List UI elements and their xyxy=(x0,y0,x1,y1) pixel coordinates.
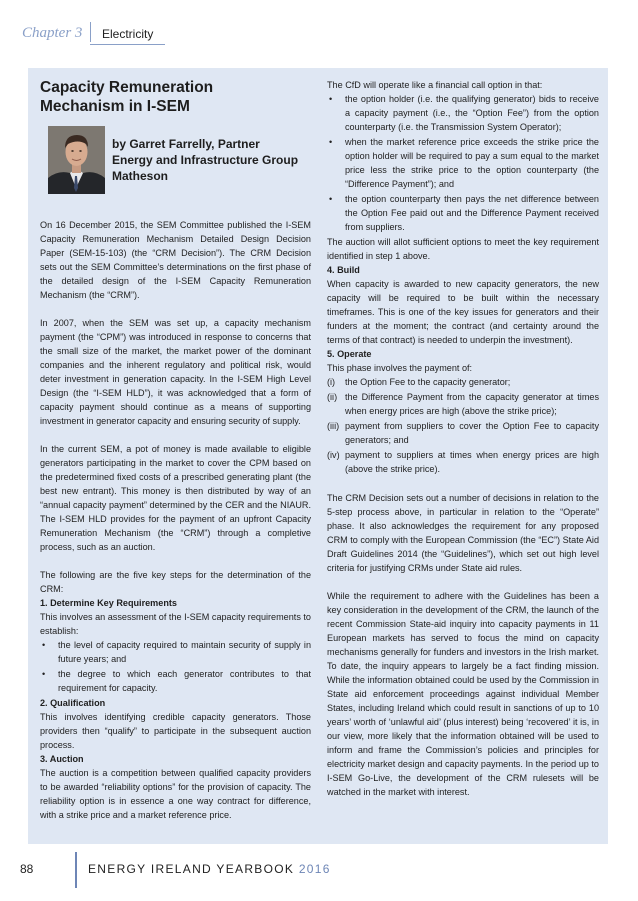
list-item-text: payment from suppliers to cover the Option Fee to capacity generators; and xyxy=(345,421,599,445)
step-heading: 2. Qualification xyxy=(40,698,106,708)
right-column xyxy=(327,78,599,799)
list-item-text: when the market reference price exceeds the strike price the option holder will be required to pay a sum equal to the market price less the strike price to the option counterparty (the “Difference Payment”); and xyxy=(345,137,599,189)
left-column xyxy=(40,78,311,822)
author-group: Energy and Infrastructure Group xyxy=(112,153,299,167)
step-heading: 1. Determine Key Requirements xyxy=(40,598,177,608)
paragraph: The CRM Decision sets out a number of decisions in relation to the 5-step process above, in particular in relation to the “Operate” phase. It also acknowledges the requirement for any proposed CRM to comply with the European Commission (the “EC”) State Aid Draft Guidelines 2014 (the “Guidelines”), which set out high level criteria for justifying CRMs under State aid rules. xyxy=(327,493,599,573)
author-block xyxy=(40,126,311,204)
header-separator xyxy=(90,22,91,42)
list-item xyxy=(327,135,599,191)
footer-bar xyxy=(75,852,77,888)
chapter-label: Chapter 3 xyxy=(22,25,83,41)
list-marker: (iii) xyxy=(327,421,340,431)
paragraph: The auction will allot sufficient options to meet the key requirement identified in step 1 above. xyxy=(327,237,599,261)
author-name: by Garret Farrelly, Partner xyxy=(112,137,260,151)
section-title: Electricity xyxy=(102,27,154,41)
bullet-marker: • xyxy=(42,640,46,650)
author-photo xyxy=(48,126,105,194)
list-marker: (iv) xyxy=(327,450,340,460)
list-item xyxy=(327,419,599,447)
paragraph: The auction is a competition between qualified capacity providers to be awarded “reliability options” for the provision of capacity. The reliability option is in essence a one way contract for difference, with a strike price and a market reference price. xyxy=(40,768,311,820)
paragraph: The CfD will operate like a financial call option in that: xyxy=(327,80,543,90)
paragraph: In 2007, when the SEM was set up, a capacity mechanism payment (the “CPM”) was introduced in response to concerns that the small size of the market, the market power of the dominant companies and the inherent regulatory and political risk, would deter investment in generation capacity. In the I-SEM High Level Design (the “I-SEM HLD”), it was acknowledged that a form of capacity payment should continue as a means of supporting investment in generator capacity and ensuring security of supply. xyxy=(40,318,311,426)
roman-list xyxy=(327,375,599,476)
title-line-2: Mechanism in I-SEM xyxy=(40,98,190,115)
publication-year: 2016 xyxy=(298,862,331,876)
step-heading: 3. Auction xyxy=(40,754,84,764)
step-heading: 4. Build xyxy=(327,265,360,275)
publication-name: ENERGY IRELAND YEARBOOK xyxy=(88,862,295,876)
byline xyxy=(112,136,312,184)
list-item xyxy=(327,448,599,476)
page-number: 88 xyxy=(20,862,34,876)
author-firm: Matheson xyxy=(112,169,169,183)
list-item xyxy=(327,192,599,234)
paragraph: In the current SEM, a pot of money is made available to eligible generators participating in the market to cover the CPM based on the predetermined fixed costs of a prescribed generating plant (the best new entrant). This money is then distributed by way of an “annual capacity payment” determined by the CER and the NIAUR. The I-SEM HLD provides for the payment of an upfront Capacity Remuneration Mechanism (the “CRM”) through a completive process, such as an auction. xyxy=(40,444,311,552)
title-line-1: Capacity Remuneration xyxy=(40,79,214,96)
paragraph: The following are the five key steps for the determination of the CRM: xyxy=(40,570,311,594)
bullet-marker: • xyxy=(329,94,333,104)
bullet-list xyxy=(40,638,311,695)
list-item-text: the option holder (i.e. the qualifying generator) bids to receive a capacity payment (i.e., the “Option Fee”) from the option counterparty (i.e. the Transmission System Operator); xyxy=(345,94,599,132)
list-item-text: the degree to which each generator contributes to that requirement for capacity. xyxy=(58,669,311,693)
paragraph: When capacity is awarded to new capacity generators, the new capacity will be required to be built within the necessary timeframes. This is one of the key issues for generators and their funders at the moment; the contract (and certainty around the terms of that contract) is needed to underpin the investment). xyxy=(327,279,599,345)
paragraph: This involves an assessment of the I-SEM capacity requirements to establish: xyxy=(40,612,311,636)
list-marker: (i) xyxy=(327,377,336,387)
list-marker: (ii) xyxy=(327,392,338,402)
list-item xyxy=(327,92,599,134)
list-item-text: the Option Fee to the capacity generator; xyxy=(345,377,511,387)
bullet-marker: • xyxy=(329,194,333,204)
header-rule xyxy=(90,44,165,45)
footer-title xyxy=(88,862,331,876)
bullet-marker: • xyxy=(42,669,46,679)
list-item xyxy=(327,375,599,389)
article-title xyxy=(40,78,311,116)
paragraph: While the requirement to adhere with the Guidelines has been a key consideration in the development of the CRM, the launch of the recent Commission State-aid inquiry into capacity payments in 11 European markets has served to focus the mind on capacity mechanisms generally for funders and investors in the Irish market. To date, the inquiry appears to largely be a fact finding mission. While the information obtained could be used by the Commission in State aid enforcement proceedings against individual Member States, including Ireland which could result in sanctions of up to 10 years’ worth of ‘unlawful aid’ (plus interest) being ‘recovered’ it is, in our view, more likely that the information obtained will be used to inform and frame the Commission’s policies and principles for electricity market design and capacity payments. In the period up to I-SEM Go-Live, the development of the CRM rulesets will be watched in the market with interest. xyxy=(327,591,599,797)
list-item-text: payment to suppliers at times when energy prices are high (above the strike price). xyxy=(345,450,599,474)
page-header xyxy=(0,0,638,48)
list-item-text: the option counterparty then pays the net difference between the Option Fee paid out and the Difference Payment received from suppliers. xyxy=(345,194,599,232)
list-item-text: the level of capacity required to maintain security of supply in future years; and xyxy=(58,640,311,664)
list-item xyxy=(40,667,311,695)
bullet-marker: • xyxy=(329,137,333,147)
paragraph: This phase involves the payment of: xyxy=(327,363,473,373)
list-item xyxy=(327,390,599,418)
list-item-text: the Difference Payment from the capacity generator at times when energy prices are high (above the strike price); xyxy=(345,392,599,416)
list-item xyxy=(40,638,311,666)
step-heading: 5. Operate xyxy=(327,349,372,359)
bullet-list xyxy=(327,92,599,234)
paragraph: This involves identifying credible capacity generators. Those providers then “qualify” to participate in the subsequent auction process. xyxy=(40,712,311,750)
paragraph: On 16 December 2015, the SEM Committee published the I-SEM Capacity Remuneration Mechanism Detailed Design Decision Paper (SEM-15-103) (the “CRM Decision”). The CRM Decision sets out the SEM Committee’s determinations on the first phase of the detailed design of the I-SEM Capacity Remuneration Mechanism (the “CRM”). xyxy=(40,220,311,300)
